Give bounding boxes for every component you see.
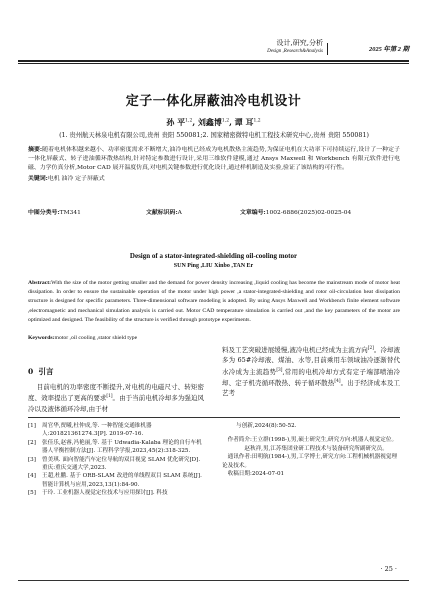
- reference-text: 曾美琪. 面向智能汽车定位导航的双目视觉 SLAM 优化研究[D]. 重庆:重庆交通大学,2023.: [42, 456, 201, 472]
- body-text: 。冷却液多为 65#冷却液、煤油、水等,目前乘用车领域油冷逐渐替代水冷成为主流趋势: [222, 346, 400, 376]
- reference-item: [28, 439, 206, 456]
- author-name: 谭 耳: [234, 117, 254, 127]
- citation: [2]: [367, 346, 374, 351]
- received-date: 收稿日期:2024-07-01: [227, 471, 285, 478]
- author-bio: 作者简介:王立群(1998-),男,硕士研究生,研究方向:机器人视觉定位。: [227, 437, 398, 444]
- reference-number: [4]: [28, 473, 36, 480]
- author-sup: 1,2: [253, 118, 261, 124]
- doc-code-field: [146, 207, 182, 216]
- section-heading: [28, 366, 53, 377]
- author-sup: 1,2: [221, 118, 230, 124]
- author-name: 孙 平: [166, 117, 186, 127]
- abstract-en-text: With the size of the motor getting smaller and the demand for power density increasing ,liquid cooling has become the mainstream mode of motor heat dissipation. In order to ensure the sustainable operation of the motor under high power ,a stator-integrated-shielding and rotor oil-circulation heat dissipation structure is designed for specific parameters. Three-dimensional software modeling is adopted. By using Ansys Maxwell and Workbench finite element software ,electromagnetic and mechanical simulation analysis is carried out. Motor CAD temperature simulation is carried out ,and the key parameters of the motor are optimized and designed. The feasibility of the structure is verified through prototype experiments.: [28, 280, 400, 323]
- article-id-value: 1002-6886(2025)02-0025-04: [265, 210, 352, 216]
- section-number: 0: [28, 367, 34, 376]
- body-text: 料及工艺突破进展缓慢,液冷电机已经成为主流方向: [222, 346, 368, 355]
- reference-number: [2]: [28, 439, 36, 446]
- references-rule: [28, 417, 400, 418]
- keywords-en-text: motor ,oil cooling ,stator shield type: [54, 335, 138, 341]
- article-id-label: 文章编号:: [240, 209, 266, 216]
- reference-continuation: 与创新,2024(8):50-52.: [236, 423, 297, 429]
- citation: [4]: [334, 378, 341, 384]
- body-text: 。由于当前电机冷却多为强迫风冷以及液体循环冷却,由于材: [28, 394, 205, 413]
- author-name: 刘鑫博: [197, 117, 222, 127]
- clc-field: [28, 207, 81, 216]
- body-text: 。出于经济成本及工艺考: [222, 379, 401, 398]
- corresponding-author: 通讯作者:田明航(1984-),男,工学博士,研究方向:工程机械机器视觉理论及技术。: [222, 454, 398, 469]
- abstract-en: [28, 279, 400, 325]
- keywords-zh-label: 关键词:: [28, 174, 48, 182]
- body-text: ,常用的电机冷却方式有定子端部喷油冷却、定子机壳循环散热、转子循环散热: [222, 367, 401, 388]
- doc-code-label: 文献标识码:: [146, 209, 178, 216]
- clc-value: TM341: [59, 210, 81, 216]
- abstract-zh: [28, 145, 400, 184]
- reference-item: [28, 456, 206, 473]
- citation: [3]: [276, 367, 283, 373]
- reference-number: [5]: [28, 490, 36, 497]
- references-left: [28, 422, 206, 498]
- journal-title-cn: 设计,研究,分析: [276, 39, 323, 47]
- header-rule-thin: [18, 63, 409, 64]
- reference-number: [1]: [28, 423, 36, 429]
- affiliation-zh: (1. 贵州航天林泉电机有限公司,贵州 贵阳 550081;2. 国家精密微特电机工程技术研究中心,贵州 贵阳 550081): [59, 132, 369, 139]
- keywords-zh-text: 电机 油冷 定子屏蔽式: [47, 175, 105, 182]
- body-column-right: [222, 344, 400, 398]
- section-title: 引言: [38, 367, 54, 376]
- journal-title-en: Design ,Research&Analysis: [267, 48, 323, 54]
- reference-item: [28, 472, 206, 489]
- reference-number: [3]: [28, 456, 36, 463]
- journal-header: [240, 40, 323, 55]
- abstract-zh-text: 随着电机体积越来越小、功率密度需求不断增大,油冷电机已经成为电机散热主流趋势,为保证电机在大功率下可持续运行,设计了一种定子一体化屏蔽式、转子进油循环散热结构,针对特定参数进行设计,采用三维软件建模,通过 Ansys Maxwell 和 Workbench 有限元软件进行电磁、力学仿真分析,Motor CAD 展开温度仿真,对电机关键参数进行优化设计,通过样机制造及实验,验证了该结构的可行性。: [28, 147, 400, 172]
- doc-code-value: A: [177, 210, 182, 216]
- page-number: · 25 ·: [380, 565, 397, 573]
- abstract-zh-label: 摘要:: [28, 146, 43, 153]
- reference-text: 周官华,贾曦,杜仲成,等. 一种智能交通锥机器人:201821361274.3[P]. 2019-07-16.: [42, 423, 152, 438]
- abstract-en-label: Abstract:: [28, 280, 52, 286]
- paper-title-zh: 定子一体化屏蔽油冷电机设计: [125, 94, 302, 109]
- authors-en: SUN Ping ,LIU Xinbo ,TAN Er: [173, 263, 254, 269]
- author-bio: 赵秋祥,男,江苏集团业研工程技术与装备研究所副研究员。: [244, 445, 388, 452]
- body-text: 目前电机的功率密度不断提升,对电机的电磁尺寸、转矩密度、效率提出了更高的要求: [28, 383, 204, 403]
- authors-zh: 孙 平$^{1,2}$, 刘鑫博$^{1,2}$, 谭 耳$^{1,2}$: [166, 117, 261, 127]
- author-sup: 1,2: [185, 118, 193, 124]
- reference-item: [28, 422, 206, 439]
- article-id-field: [240, 207, 351, 216]
- reference-text: 张佳乐,赵睿,冯艳丽,等. 基于 Udwadia-Kalaba 理论的自行车机器人平衡控制方法[J]. 工程科学学报,2023,45(2):318-325.: [42, 439, 202, 455]
- keywords-en-label: Keywords:: [28, 335, 55, 341]
- reference-item: [28, 489, 206, 497]
- reference-text: 王超,杜鹏. 基于 ORB-SLAM 改进的单线程双目 SLAM 系统[J]. 智能计算机与应用,2023,13(1):84-90.: [42, 473, 202, 488]
- header-divider: [327, 43, 328, 55]
- keywords-en: [28, 335, 400, 341]
- citation: [1]: [106, 394, 113, 400]
- issue-label: 2025 年第 2 期: [369, 46, 409, 53]
- clc-label: 中图分类号:: [28, 209, 60, 216]
- footer-rule: [18, 580, 409, 581]
- header-rule: [18, 60, 409, 62]
- body-column-left: [28, 382, 204, 414]
- paper-title-en: Design of a stator-integrated-shielding oil-cooling motor: [129, 252, 298, 260]
- reference-text: 于玲. 工业机器人视觉定位技术与应用探讨[J]. 科技: [42, 490, 168, 497]
- references-right: [222, 422, 400, 478]
